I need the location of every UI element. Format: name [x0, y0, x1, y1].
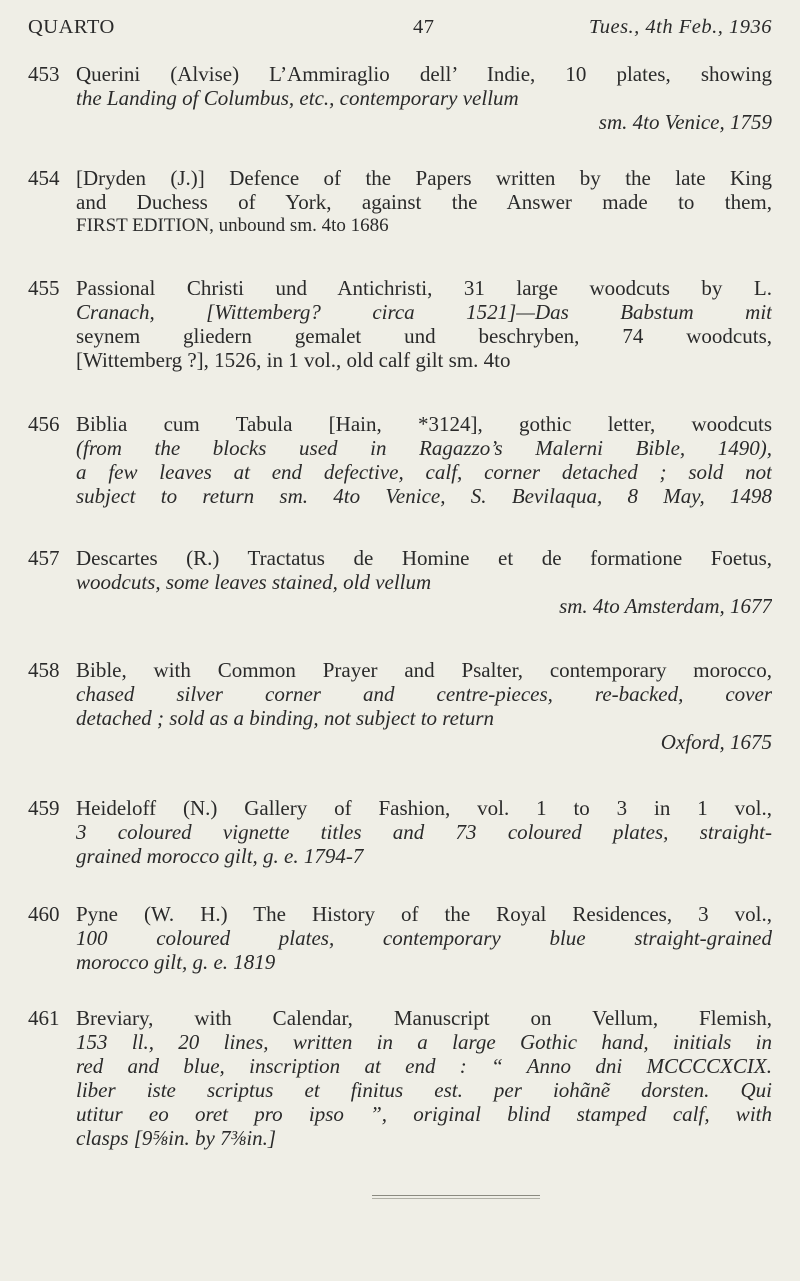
- lot-description: [76, 1006, 772, 1150]
- lot-line: (from the blocks used in Ragazzo’s Malerni Bible, 1490),: [76, 436, 772, 460]
- lot-description: [76, 276, 772, 372]
- lot-description: [76, 166, 772, 238]
- lot-line: 100 coloured plates, contemporary blue straight-grained: [76, 926, 772, 950]
- lot-number: 459: [28, 796, 60, 820]
- lot-line: detached ; sold as a binding, not subject to return: [76, 706, 495, 730]
- lot-line: the Landing of Columbus, etc., contemporary vellum: [76, 86, 519, 110]
- lot-line: Pyne (W. H.) The History of the Royal Residences, 3 vol.,: [76, 902, 772, 926]
- lot-line: [Wittemberg ?], 1526, in 1 vol., old calf gilt sm. 4to: [76, 348, 511, 372]
- lot-line: Cranach, [Wittemberg? circa 1521]—Das Babstum mit: [76, 300, 772, 324]
- lot-line: woodcuts, some leaves stained, old vellum: [76, 570, 432, 594]
- lot-line: and Duchess of York, against the Answer made to them,: [76, 190, 772, 214]
- lot-line: clasps [9⅝in. by 7⅜in.]: [76, 1126, 277, 1150]
- lot-line: Breviary, with Calendar, Manuscript on Vellum, Flemish,: [76, 1006, 772, 1030]
- lot-line: red and blue, inscription at end : “ Anno dni MCCCCXCIX.: [76, 1054, 772, 1078]
- lot-line: Bible, with Common Prayer and Psalter, contemporary morocco,: [76, 658, 772, 682]
- lot-line: Querini (Alvise) L’Ammiraglio dell’ Indie, 10 plates, showing: [76, 62, 772, 86]
- lot-description: [76, 546, 772, 618]
- lot-description: [76, 62, 772, 134]
- lot-line: 153 ll., 20 lines, written in a large Gothic hand, initials in: [76, 1030, 772, 1054]
- lot-line: liber iste scriptus et finitus est. per iohãnẽ dorsten. Qui: [76, 1078, 772, 1102]
- lot-number: 461: [28, 1006, 60, 1030]
- lot-number: 453: [28, 62, 60, 86]
- end-rule: [372, 1195, 540, 1196]
- lot-line: Passional Christi und Antichristi, 31 large woodcuts by L.: [76, 276, 772, 300]
- lot-number: 454: [28, 166, 60, 190]
- lot-line: [Dryden (J.)] Defence of the Papers written by the late King: [76, 166, 772, 190]
- lot-description: [76, 902, 772, 974]
- lot-number: 455: [28, 276, 60, 300]
- lot-line: 3 coloured vignette titles and 73 coloured plates, straight-: [76, 820, 772, 844]
- header-format: QUARTO: [28, 16, 115, 38]
- sale-date: Tues., 4th Feb., 1936: [588, 16, 772, 38]
- lot-line: subject to return sm. 4to Venice, S. Bevilaqua, 8 May, 1498: [76, 484, 772, 508]
- lot-line: Descartes (R.) Tractatus de Homine et de formatione Foetus,: [76, 546, 772, 570]
- lot-number: 456: [28, 412, 60, 436]
- lot-line: sm. 4to Amsterdam, 1677: [559, 594, 772, 618]
- lot-line: morocco gilt, g. e. 1819: [76, 950, 276, 974]
- lot-description: [76, 658, 772, 754]
- lot-number: 457: [28, 546, 60, 570]
- lot-line: Oxford, 1675: [660, 730, 772, 754]
- lot-line: utitur eo oret pro ipso ”, original blind stamped calf, with: [76, 1102, 772, 1126]
- lot-number: 458: [28, 658, 60, 682]
- lot-description: [76, 796, 772, 868]
- lot-line: grained morocco gilt, g. e. 1794-7: [76, 844, 364, 868]
- page-header: [28, 16, 772, 46]
- lot-description: [76, 412, 772, 508]
- page-number: 47: [413, 16, 435, 38]
- lot-line: FIRST EDITION, unbound sm. 4to 1686: [76, 215, 389, 236]
- lot-line: Heideloff (N.) Gallery of Fashion, vol. 1 to 3 in 1 vol.,: [76, 796, 772, 820]
- lot-line: chased silver corner and centre-pieces, re-backed, cover: [76, 682, 772, 706]
- lot-line: a few leaves at end defective, calf, corner detached ; sold not: [76, 460, 772, 484]
- lot-line: sm. 4to Venice, 1759: [598, 110, 772, 134]
- lot-line: Biblia cum Tabula [Hain, *3124], gothic letter, woodcuts: [76, 412, 772, 436]
- end-rule: [372, 1198, 540, 1199]
- lot-line: seynem gliedern gemalet und beschryben, 74 woodcuts,: [76, 324, 772, 348]
- lot-number: 460: [28, 902, 60, 926]
